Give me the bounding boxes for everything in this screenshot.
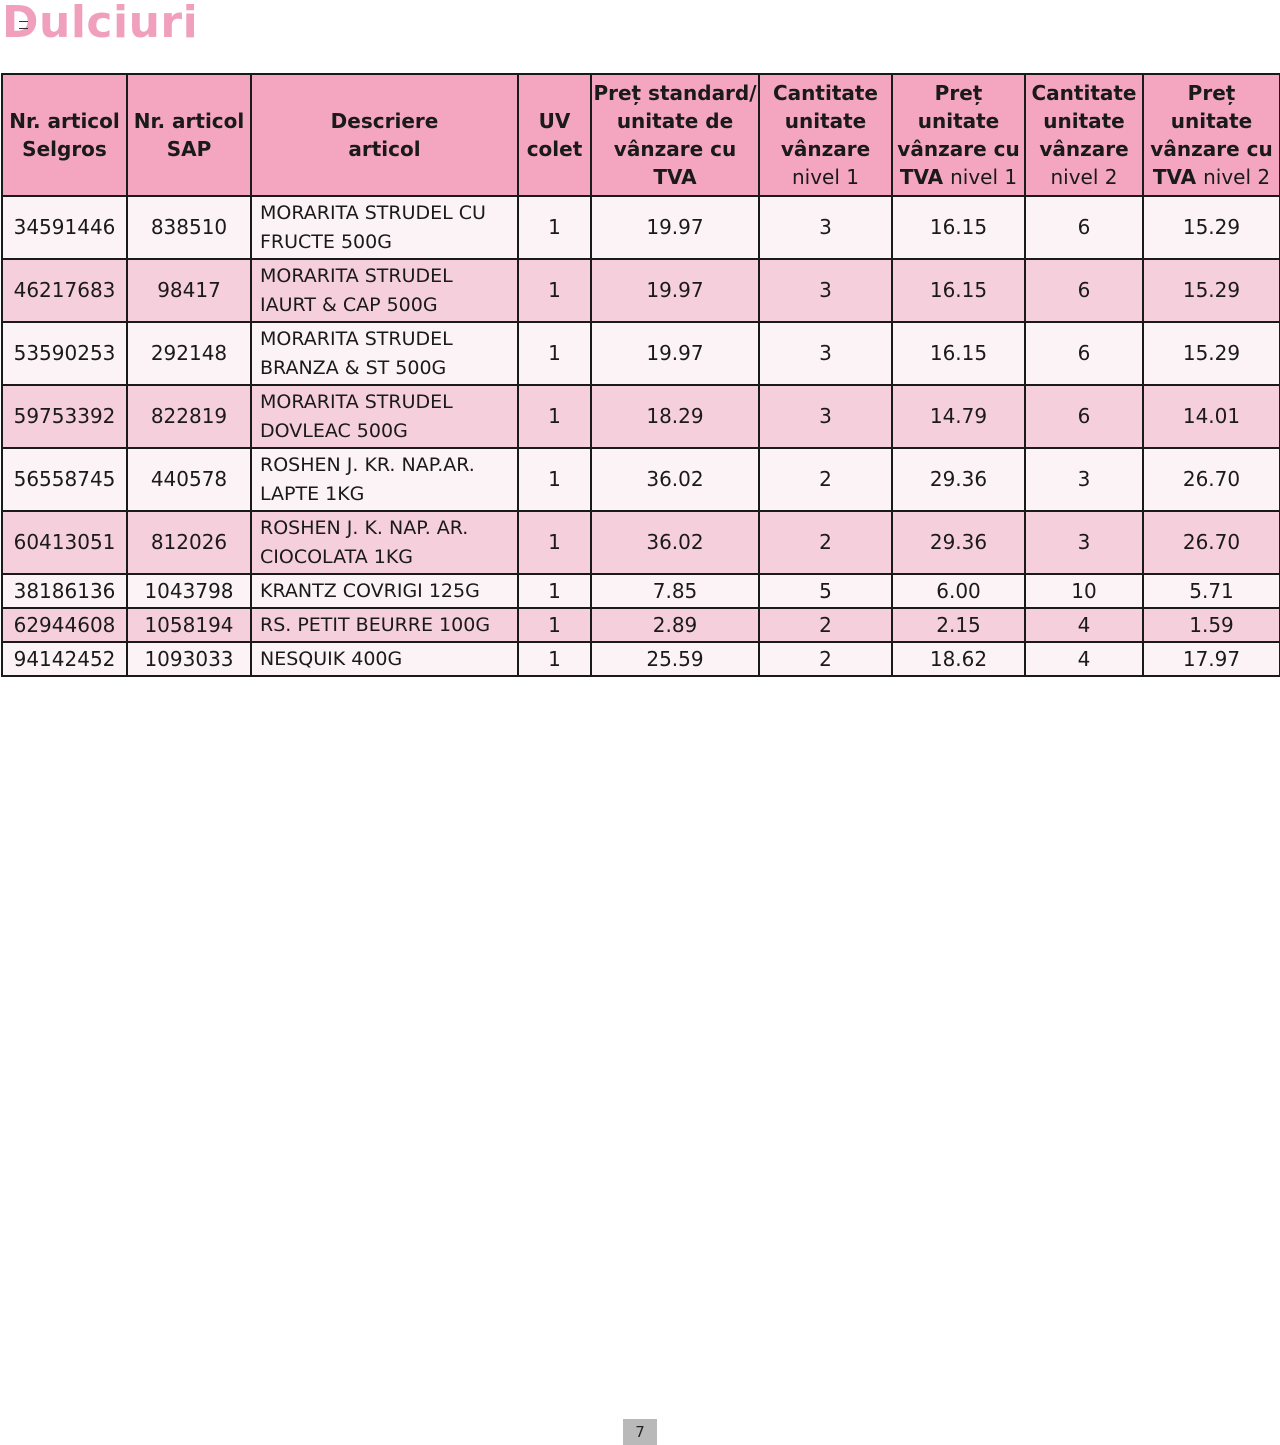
cell-description: NESQUIK 400G [251,642,518,676]
cell-price-level2: 15.29 [1143,259,1280,322]
cell-qty-level1: 2 [759,448,892,511]
cell-price-level1: 14.79 [892,385,1025,448]
table-row [2,608,1280,642]
cell-qty-level1: 3 [759,259,892,322]
header-price-level1: Preț unitate vânzare cu TVA nivel 1 [892,74,1025,196]
table-row [2,322,1280,385]
cell-qty-level1: 2 [759,642,892,676]
price-table [1,73,1280,677]
cell-description: KRANTZ COVRIGI 125G [251,574,518,608]
cell-qty-level1: 2 [759,511,892,574]
table-row [2,642,1280,676]
cell-price-level2: 1.59 [1143,608,1280,642]
cell-qty-level2: 6 [1025,322,1143,385]
cell-sap: 838510 [127,196,251,259]
cell-sap: 1043798 [127,574,251,608]
cell-selgros: 94142452 [2,642,127,676]
cell-uv: 1 [518,642,591,676]
cell-description: RS. PETIT BEURRE 100G [251,608,518,642]
cell-sap: 292148 [127,322,251,385]
cell-price-standard: 25.59 [591,642,759,676]
cell-uv: 1 [518,322,591,385]
cell-uv: 1 [518,448,591,511]
cell-qty-level2: 6 [1025,259,1143,322]
header-uv: UV colet [518,74,591,196]
cell-price-level1: 16.15 [892,322,1025,385]
cell-description: MORARITA STRUDEL IAURT & CAP 500G [251,259,518,322]
cell-selgros: 59753392 [2,385,127,448]
header-row [2,74,1280,196]
cell-price-level1: 29.36 [892,448,1025,511]
cell-selgros: 60413051 [2,511,127,574]
cell-qty-level1: 3 [759,385,892,448]
cell-price-standard: 18.29 [591,385,759,448]
cell-selgros: 53590253 [2,322,127,385]
cell-description: MORARITA STRUDEL DOVLEAC 500G [251,385,518,448]
header-price-standard: Preț standard/ unitate de vânzare cu TVA [591,74,759,196]
cell-price-standard: 36.02 [591,448,759,511]
title-mark [19,21,28,29]
cell-selgros: 46217683 [2,259,127,322]
page-title: Dulciuri [2,0,199,48]
header-description: Descriere articol [251,74,518,196]
table-row [2,259,1280,322]
cell-price-level2: 15.29 [1143,322,1280,385]
cell-price-level2: 15.29 [1143,196,1280,259]
cell-qty-level1: 3 [759,196,892,259]
cell-uv: 1 [518,196,591,259]
cell-qty-level2: 10 [1025,574,1143,608]
cell-qty-level2: 3 [1025,448,1143,511]
header-price-level2: Preț unitate vânzare cu TVA nivel 2 [1143,74,1280,196]
header-qty-level2: Cantitate unitate vânzare nivel 2 [1025,74,1143,196]
cell-sap: 1093033 [127,642,251,676]
cell-price-standard: 36.02 [591,511,759,574]
cell-selgros: 56558745 [2,448,127,511]
cell-price-level1: 6.00 [892,574,1025,608]
cell-price-standard: 2.89 [591,608,759,642]
cell-price-level1: 2.15 [892,608,1025,642]
cell-price-standard: 7.85 [591,574,759,608]
cell-sap: 822819 [127,385,251,448]
cell-qty-level1: 3 [759,322,892,385]
table-row [2,511,1280,574]
cell-price-level2: 26.70 [1143,448,1280,511]
cell-description: ROSHEN J. K. NAP. AR. CIOCOLATA 1KG [251,511,518,574]
cell-uv: 1 [518,259,591,322]
cell-qty-level1: 5 [759,574,892,608]
cell-price-standard: 19.97 [591,196,759,259]
cell-description: ROSHEN J. KR. NAP.AR. LAPTE 1KG [251,448,518,511]
cell-sap: 98417 [127,259,251,322]
page-number: 7 [623,1419,657,1445]
cell-qty-level1: 2 [759,608,892,642]
cell-selgros: 62944608 [2,608,127,642]
cell-uv: 1 [518,574,591,608]
table-row [2,448,1280,511]
cell-uv: 1 [518,385,591,448]
header-selgros: Nr. articol Selgros [2,74,127,196]
cell-qty-level2: 6 [1025,196,1143,259]
cell-price-level2: 5.71 [1143,574,1280,608]
cell-selgros: 38186136 [2,574,127,608]
cell-sap: 812026 [127,511,251,574]
cell-price-level1: 18.62 [892,642,1025,676]
cell-price-level2: 17.97 [1143,642,1280,676]
cell-selgros: 34591446 [2,196,127,259]
cell-qty-level2: 4 [1025,642,1143,676]
cell-uv: 1 [518,608,591,642]
cell-uv: 1 [518,511,591,574]
cell-qty-level2: 4 [1025,608,1143,642]
header-sap: Nr. articol SAP [127,74,251,196]
header-qty-level1: Cantitate unitate vânzare nivel 1 [759,74,892,196]
table-row [2,385,1280,448]
table-row [2,574,1280,608]
cell-price-level2: 26.70 [1143,511,1280,574]
cell-qty-level2: 6 [1025,385,1143,448]
cell-sap: 1058194 [127,608,251,642]
cell-price-level1: 16.15 [892,259,1025,322]
cell-price-standard: 19.97 [591,259,759,322]
cell-description: MORARITA STRUDEL CU FRUCTE 500G [251,196,518,259]
cell-description: MORARITA STRUDEL BRANZA & ST 500G [251,322,518,385]
table-row [2,196,1280,259]
cell-price-level1: 16.15 [892,196,1025,259]
cell-price-standard: 19.97 [591,322,759,385]
cell-price-level1: 29.36 [892,511,1025,574]
cell-qty-level2: 3 [1025,511,1143,574]
cell-price-level2: 14.01 [1143,385,1280,448]
cell-sap: 440578 [127,448,251,511]
